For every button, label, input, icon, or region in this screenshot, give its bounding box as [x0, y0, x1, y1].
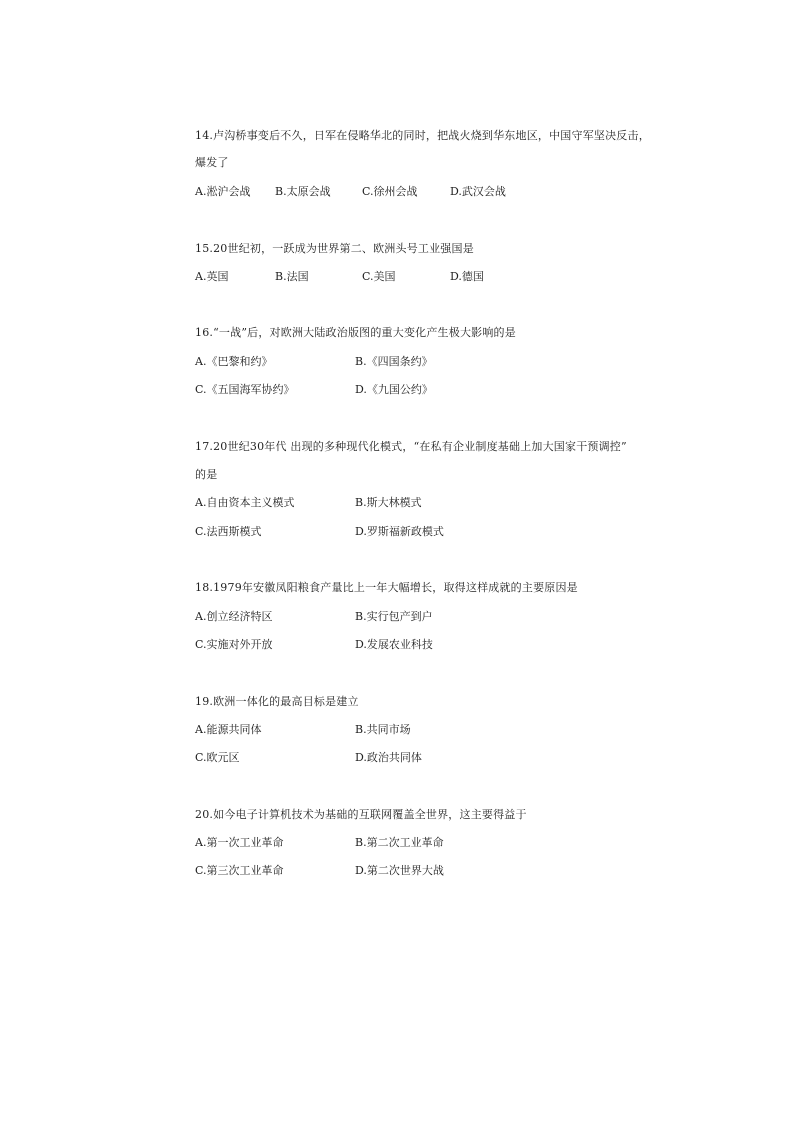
- question-14-option-a: A.淞沪会战: [195, 185, 251, 198]
- question-16-option-a: A.《巴黎和约》: [195, 355, 273, 368]
- question-17-stem-line-1: 17.20世纪30年代 出现的多种现代化模式，“在私有企业制度基础上加大国家干预调控”: [195, 440, 627, 453]
- question-14-stem-line-1: 14.卢沟桥事变后不久，日军在侵略华北的同时，把战火烧到华东地区，中国守军坚决反击，: [195, 129, 650, 142]
- question-17-option-a: A.自由资本主义模式: [195, 496, 295, 509]
- question-20-option-b: B.第二次工业革命: [355, 836, 444, 849]
- question-14-option-c: C.徐州会战: [362, 185, 418, 198]
- question-15-option-a: A.英国: [195, 270, 229, 283]
- question-18-option-a: A.创立经济特区: [195, 610, 273, 623]
- question-19-stem: 19.欧洲一体化的最高目标是建立: [195, 695, 359, 708]
- question-16-option-d: D.《九国公约》: [355, 383, 433, 396]
- question-17-stem-line-2: 的是: [195, 468, 218, 481]
- question-18-option-c: C.实施对外开放: [195, 638, 273, 651]
- question-14-stem-line-2: 爆发了: [195, 156, 229, 169]
- question-19-option-d: D.政治共同体: [355, 751, 422, 764]
- question-18-stem: 18.1979年安徽凤阳粮食产量比上一年大幅增长，取得这样成就的主要原因是: [195, 581, 578, 594]
- question-19-option-a: A.能源共同体: [195, 723, 262, 736]
- question-20-option-a: A.第一次工业革命: [195, 836, 284, 849]
- question-16-option-b: B.《四国条约》: [355, 355, 433, 368]
- question-14-option-d: D.武汉会战: [450, 185, 506, 198]
- question-20-option-c: C.第三次工业革命: [195, 864, 284, 877]
- question-15-option-d: D.德国: [450, 270, 484, 283]
- question-15-option-b: B.法国: [275, 270, 309, 283]
- question-14-option-b: B.太原会战: [275, 185, 331, 198]
- question-17-option-c: C.法西斯模式: [195, 525, 262, 538]
- question-16-stem: 16.“一战”后，对欧洲大陆政治版图的重大变化产生极大影响的是: [195, 326, 516, 339]
- question-17-option-b: B.斯大林模式: [355, 496, 422, 509]
- question-18-option-d: D.发展农业科技: [355, 638, 433, 651]
- question-19-option-c: C.欧元区: [195, 751, 240, 764]
- question-16-option-c: C.《五国海军协约》: [195, 383, 295, 396]
- question-17-option-d: D.罗斯福新政模式: [355, 525, 444, 538]
- question-19-option-b: B.共同市场: [355, 723, 411, 736]
- question-15-option-c: C.美国: [362, 270, 396, 283]
- question-18-option-b: B.实行包产到户: [355, 610, 433, 623]
- question-15-stem: 15.20世纪初，一跃成为世界第二、欧洲头号工业强国是: [195, 242, 474, 255]
- question-20-option-d: D.第二次世界大战: [355, 864, 444, 877]
- question-20-stem: 20.如今电子计算机技术为基础的互联网覆盖全世界，这主要得益于: [195, 808, 527, 821]
